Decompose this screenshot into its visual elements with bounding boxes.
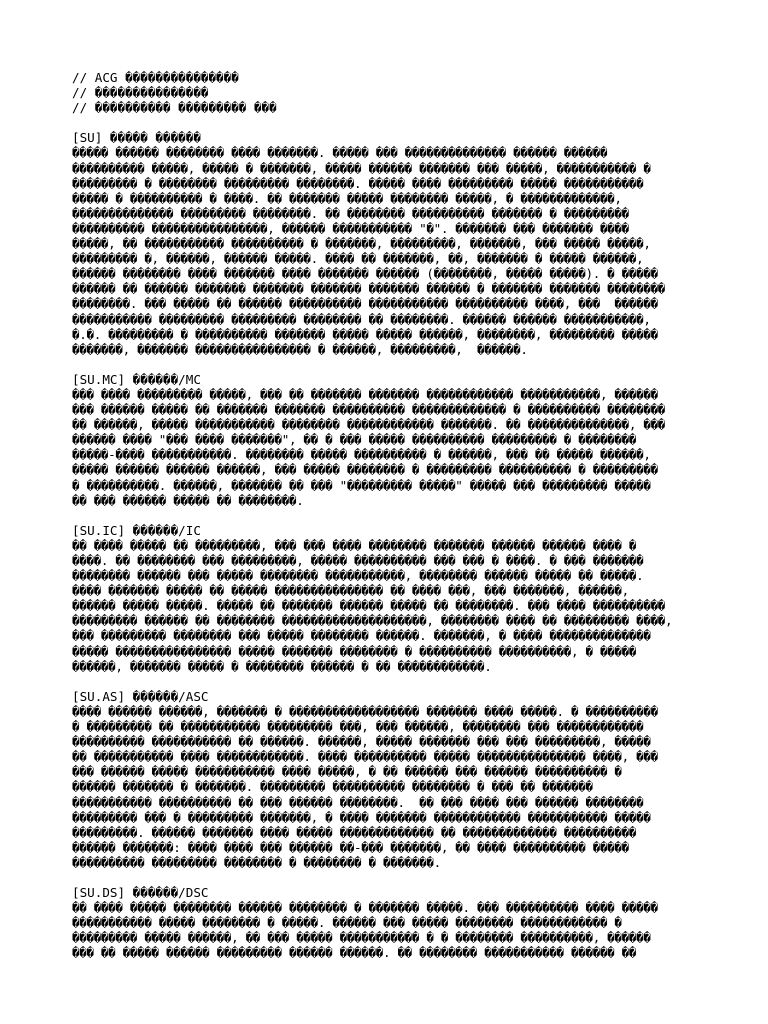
paragraph-line: ����� ������ ������ ������, ��� ����� �������� � ��������� ���������� � ��������� — [72, 462, 658, 478]
paragraph-line: �� ������, ����� ����������� �������� ������������ �������. �� ��������������, ��� — [72, 417, 666, 433]
paragraph-line: �����-���� �����������. �������� ����� ���������� � ������, ��� �� ����� ������, — [72, 447, 651, 463]
section-heading: [SU.MC] ������/MC — [72, 371, 201, 387]
paragraph-line: ����. �� �������� ��� ���������, ����� ���������� ��� ��� � ����. � ��� ������� — [72, 553, 644, 568]
paragraph-line: ����� ���������������� ����� ������� �������� � ���������� ����������, � ����� — [72, 643, 637, 659]
paragraph-line: ���������� �����, ����� � �������, ����� ������ ������� ��� �����, ����������� � — [72, 160, 651, 176]
paragraph-line: � ��������� �� ����������� ��������� ���, ��� ������, �������� ��� ������������ — [72, 719, 644, 735]
section-heading: [SU.DS] ������/DSC — [72, 885, 209, 901]
paragraph-line: ��������� � �������� ��������� ��������. ����� ���� ��������� ����� ����������� — [72, 175, 644, 191]
paragraph-line: ��������. ��� ����� �� ������ ���������� ����������� ���������� ����, ��� ������ — [72, 296, 658, 312]
section-paragraph — [72, 704, 712, 870]
section-su-mc — [72, 372, 712, 508]
section-heading: [SU] ����� ������ — [72, 130, 201, 146]
paragraph-line: ������ ������� � �������. ��������� ���������� �������� � ��� �� ������� — [72, 779, 593, 795]
paragraph-line: ����������� ����� �������� � �����. ������ ��� ����� �������� ������������ � — [72, 915, 622, 931]
paragraph-line: �� ���� ����� �� ���������, ��� ��� ���� �������� ������� ������ ������ ���� � — [72, 537, 637, 553]
paragraph-line: ����� � ���������� � ����. �� ������� ����� �������� �����, � �������������, — [72, 190, 622, 206]
paragraph-line: ���������� ����������� �� ������. ������, ����� ������� ��� ��� ���������, ����� — [72, 734, 651, 750]
paragraph-line: �����, �� ����������� ���������� � �������, ���������, �������, ��� ����� �����, — [72, 236, 651, 252]
paragraph-line: �� ��� ������ ����� �� ��������. — [72, 492, 304, 508]
section-heading: [SU.IC] ������/IC — [72, 522, 201, 538]
section-su — [72, 130, 712, 356]
section-paragraph — [72, 538, 712, 674]
paragraph-line: ���� ������ ������, ������� � ������������������ ������� ���� �����. � ���������� — [72, 703, 658, 719]
paragraph-line: ��� ������ ����� �� ������� ������� ���������� ������������� � ���������� �������� — [72, 402, 666, 418]
paragraph-line: �� ����������� ���� ������������. ���� ���������� ����� ��������������� ����, ��� — [72, 749, 658, 765]
paragraph-line: ������ ����� �����. ����� �� ������� ������ ����� �� ��������. ��� ���� ���������� — [72, 598, 666, 614]
paragraph-line: �������� ������ ��� ����� �������� �����������, �������� ������ ����� �� �����. — [72, 568, 644, 584]
paragraph-line: ������ �������� ���� ������� ���� ������� ������ (��������, ����� �����). � ����� — [72, 266, 658, 282]
paragraph-line: ��������� ������ �� �������� ��������������������, �������� ���� �� ��������� ����, — [72, 613, 673, 629]
paragraph-line: ���������. ������ ������� ���� ����� ������������� �� ������������� ���������� — [72, 824, 637, 840]
paragraph-line: ��������� �, ������, ������ �����. ���� �� �������, ��, ������� � ����� ������, — [72, 251, 644, 267]
section-su-ds — [72, 885, 712, 960]
paragraph-line: ���� ������� ����� �� ����� ��������������� �� ���� ���, ��� �������, ������, — [72, 583, 629, 599]
paragraph-line: ����� ������ �������� ���� �������. ����� ��� �������������� ������ ������ — [72, 145, 608, 161]
paragraph-line: � ����������. ������, ������� �� ��� "��������� �����" ����� ��� ��������� ����� — [72, 477, 651, 493]
section-paragraph — [72, 145, 712, 356]
section-su-ic — [72, 523, 712, 674]
paragraph-line: ����������� ���������� �� ��� ������ ��������. �� ��� ���� ��� ������ �������� — [72, 794, 644, 810]
paragraph-line: �������, ������� ���������������� � ������, ���������, ������. — [72, 341, 528, 357]
header-line-2: // ��������������� — [72, 85, 209, 101]
paragraph-line: ��� ��������� �������� ��� ����� �������� ������. �������, � ���� �������������� — [72, 628, 651, 644]
paragraph-line: �.�. ��������� � ���������� ������� ����� ����� ������, ��������, ��������� ����� — [72, 326, 658, 342]
paragraph-line: ������, ������� ����� � �������� ������ � �� ������������. — [72, 658, 492, 674]
paragraph-line: ����������� ��������� ��������� �������� �� ��������. ������ ������ �����������, — [72, 311, 651, 327]
paragraph-line: ��������� ����� ������, �� ��� ����� ����������� � � �������� ����������, ������ — [72, 930, 651, 946]
paragraph-line: ���������� ����������������, ������ ����������� "�". ������� ��� ������� ���� — [72, 220, 629, 236]
section-heading: [SU.AS] ������/ASC — [72, 688, 209, 704]
paragraph-line: �� ���� ����� �������� ������ �������� � ������� �����. ��� ���������� ���� ����� — [72, 900, 658, 916]
paragraph-line: ������ �� ������ ������� ������� ������� ������� ������ � ������� ������� �������� — [72, 281, 666, 297]
paragraph-line: ��������� ��� � ��������� �������, � ���� ������� ������������ ����������� ����� — [72, 809, 651, 825]
file-header — [72, 70, 712, 115]
paragraph-line: ��� ������ ����� ����������� ���� �����, � �� ������ ��� ������ ���������� � — [72, 764, 622, 780]
paragraph-line: ������ ���� "��� ���� �������", �� � ��� ����� ���������� ��������� � �������� — [72, 432, 637, 448]
paragraph-line: ������ �������: ���� ���� ��� ������ ��-��� �������, �� ���� ���������� ����� — [72, 839, 629, 855]
paragraph-line: �������������� ��������� ��������. �� �������� ���������� ������� � ��������� — [72, 205, 629, 221]
section-paragraph — [72, 387, 712, 508]
paragraph-line: ���������� ��������� �������� � �������� � �������. — [72, 854, 441, 870]
document-page — [72, 70, 712, 961]
header-line-3: // ���������� ��������� ��� — [72, 100, 277, 116]
section-paragraph — [72, 900, 712, 960]
header-line-1: // ACG ��������������� — [72, 70, 239, 85]
section-su-as — [72, 689, 712, 870]
paragraph-line: ��� ���� ��������� �����, ��� �� ������� ������� ������������ �����������, ������ — [72, 386, 658, 402]
paragraph-line: ��� �� ����� ������ ��������� ������ ������. �� �������� ����������� ������ �� — [72, 945, 637, 961]
